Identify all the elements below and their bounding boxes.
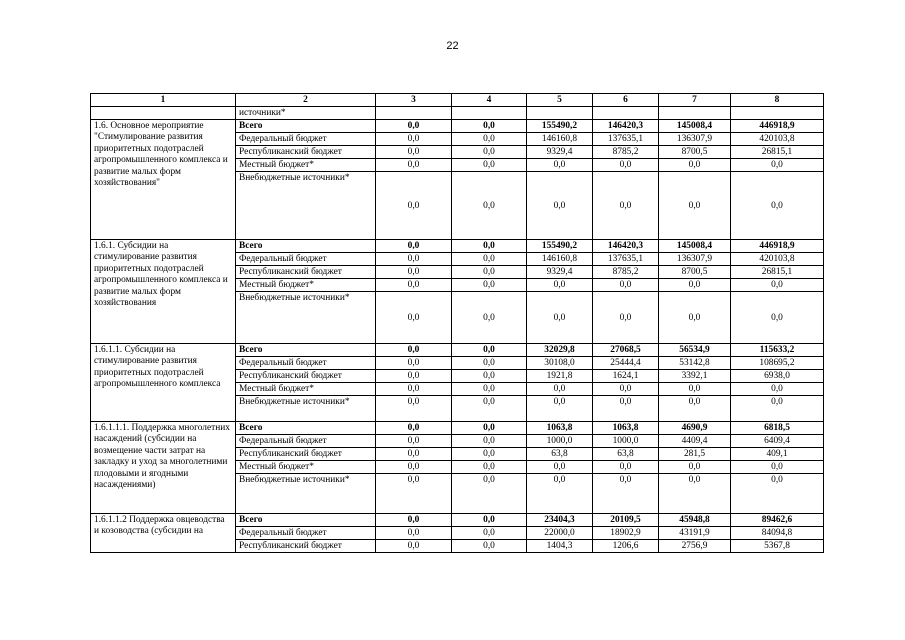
- value-cell: 0,0: [376, 527, 452, 540]
- header-cell: 6: [593, 94, 659, 107]
- value-cell: 0,0: [376, 266, 452, 279]
- source-cell: источники*: [236, 107, 376, 120]
- value-cell: 0,0: [527, 461, 593, 474]
- value-cell: 0,0: [527, 396, 593, 422]
- header-cell: 7: [659, 94, 731, 107]
- funding-source-cell: Местный бюджет*: [236, 159, 376, 172]
- value-cell: 281,5: [659, 448, 731, 461]
- value-cell: 0,0: [452, 146, 527, 159]
- continuation-row: [91, 107, 824, 120]
- value-cell: 0,0: [731, 396, 824, 422]
- value-cell: 45948,8: [659, 514, 731, 527]
- value-cell: 6409,4: [731, 435, 824, 448]
- value-cell: 9329,4: [527, 266, 593, 279]
- value-cell: 0,0: [452, 435, 527, 448]
- funding-source-cell: Федеральный бюджет: [236, 253, 376, 266]
- value-cell: 30108,0: [527, 357, 593, 370]
- value-cell: 155490,2: [527, 240, 593, 253]
- value-cell: 0,0: [527, 474, 593, 514]
- measure-name-cell: 1.6.1.1. Субсидии на стимулирование развития приоритетных подотраслей агропромышленного комплекса: [91, 344, 236, 422]
- value-cell: 145008,4: [659, 120, 731, 133]
- value-cell: 146420,3: [593, 120, 659, 133]
- value-cell: 0,0: [452, 120, 527, 133]
- value-cell: 0,0: [452, 370, 527, 383]
- value-cell: 84094,8: [731, 527, 824, 540]
- value-cell: 0,0: [452, 344, 527, 357]
- header-cell: 3: [376, 94, 452, 107]
- value-cell: 0,0: [452, 514, 527, 527]
- value-cell: 0,0: [452, 474, 527, 514]
- funding-source-cell: Республиканский бюджет: [236, 266, 376, 279]
- funding-source-cell: Всего: [236, 344, 376, 357]
- value-cell: 56534,9: [659, 344, 731, 357]
- value-cell: 0,0: [452, 383, 527, 396]
- value-cell: 0,0: [731, 383, 824, 396]
- value-cell: 26815,1: [731, 266, 824, 279]
- value-cell: 0,0: [593, 396, 659, 422]
- funding-source-cell: Внебюджетные источники*: [236, 292, 376, 344]
- value-cell: 0,0: [452, 159, 527, 172]
- value-cell: 0,0: [376, 383, 452, 396]
- value-cell: 1000,0: [527, 435, 593, 448]
- value-cell: 0,0: [452, 292, 527, 344]
- value-cell: 446918,9: [731, 120, 824, 133]
- value-cell: 0,0: [376, 292, 452, 344]
- value-cell: 0,0: [452, 266, 527, 279]
- value-cell: 1404,3: [527, 540, 593, 553]
- value-cell: 0,0: [376, 344, 452, 357]
- value-cell: 137635,1: [593, 253, 659, 266]
- value-cell: 0,0: [376, 253, 452, 266]
- value-cell: 420103,8: [731, 133, 824, 146]
- value-cell: 0,0: [452, 172, 527, 240]
- value-cell: 53142,8: [659, 357, 731, 370]
- value-cell: 0,0: [376, 120, 452, 133]
- measure-cell: [91, 107, 236, 120]
- value-cell: 420103,8: [731, 253, 824, 266]
- value-cell: 2756,9: [659, 540, 731, 553]
- value-cell: 1063,8: [593, 422, 659, 435]
- value-cell: 0,0: [452, 396, 527, 422]
- funding-source-cell: Федеральный бюджет: [236, 435, 376, 448]
- value-cell: 136307,9: [659, 133, 731, 146]
- value-cell: 155490,2: [527, 120, 593, 133]
- value-cell: 0,0: [376, 172, 452, 240]
- value-cell: 115633,2: [731, 344, 824, 357]
- value-cell: 0,0: [659, 292, 731, 344]
- table-row: [91, 120, 824, 133]
- funding-source-cell: Местный бюджет*: [236, 461, 376, 474]
- value-cell: 0,0: [659, 396, 731, 422]
- value-cell: 0,0: [659, 461, 731, 474]
- value-cell: 446918,9: [731, 240, 824, 253]
- value-cell: 43191,9: [659, 527, 731, 540]
- value-cell: 89462,6: [731, 514, 824, 527]
- value-cell: 0,0: [376, 448, 452, 461]
- value-cell: 0,0: [376, 159, 452, 172]
- funding-source-cell: Внебюджетные источники*: [236, 474, 376, 514]
- value-cell: 0,0: [452, 527, 527, 540]
- value-cell: 0,0: [731, 159, 824, 172]
- table-row: [91, 514, 824, 527]
- funding-source-cell: Местный бюджет*: [236, 279, 376, 292]
- funding-source-cell: Всего: [236, 514, 376, 527]
- value-cell: 0,0: [593, 474, 659, 514]
- value-cell: 4690,9: [659, 422, 731, 435]
- value-cell: 409,1: [731, 448, 824, 461]
- funding-source-cell: Федеральный бюджет: [236, 357, 376, 370]
- value-cell: 26815,1: [731, 146, 824, 159]
- value-cell: 0,0: [527, 292, 593, 344]
- value-cell: 1624,1: [593, 370, 659, 383]
- value-cell: 0,0: [452, 133, 527, 146]
- measure-name-cell: 1.6.1. Субсидии на стимулирование развития приоритетных подотраслей агропромышленного комплекса и развитие малых форм хозяйствования: [91, 240, 236, 344]
- header-cell: 5: [527, 94, 593, 107]
- header-cell: 8: [731, 94, 824, 107]
- value-cell: 9329,4: [527, 146, 593, 159]
- value-cell: 32029,8: [527, 344, 593, 357]
- funding-source-cell: Внебюджетные источники*: [236, 396, 376, 422]
- value-cell: 0,0: [376, 133, 452, 146]
- value-cell: 0,0: [376, 514, 452, 527]
- value-cell: 0,0: [376, 540, 452, 553]
- value-cell: 137635,1: [593, 133, 659, 146]
- value-cell: 8700,5: [659, 266, 731, 279]
- value-cell: 0,0: [452, 240, 527, 253]
- table-row: [91, 422, 824, 435]
- value-cell: 6938,0: [731, 370, 824, 383]
- funding-source-cell: Республиканский бюджет: [236, 448, 376, 461]
- funding-source-cell: Республиканский бюджет: [236, 146, 376, 159]
- value-cell: 63,8: [527, 448, 593, 461]
- value-cell: 0,0: [659, 279, 731, 292]
- value-cell: 145008,4: [659, 240, 731, 253]
- value-cell: 0,0: [376, 146, 452, 159]
- value-cell: 63,8: [593, 448, 659, 461]
- value-cell: 0,0: [593, 461, 659, 474]
- value-cell: 0,0: [452, 279, 527, 292]
- value-cell: 0,0: [731, 292, 824, 344]
- value-cell: 146160,8: [527, 133, 593, 146]
- table-row: [91, 344, 824, 357]
- value-cell: 25444,4: [593, 357, 659, 370]
- value-cell: 0,0: [376, 240, 452, 253]
- value-cell: 23404,3: [527, 514, 593, 527]
- value-cell: 0,0: [659, 172, 731, 240]
- value-cell: 146160,8: [527, 253, 593, 266]
- value-cell: 146420,3: [593, 240, 659, 253]
- funding-source-cell: Республиканский бюджет: [236, 370, 376, 383]
- value-cell: 108695,2: [731, 357, 824, 370]
- funding-source-cell: Всего: [236, 120, 376, 133]
- funding-source-cell: Республиканский бюджет: [236, 540, 376, 553]
- value-cell: 0,0: [593, 159, 659, 172]
- value-cell: 1000,0: [593, 435, 659, 448]
- funding-source-cell: Всего: [236, 422, 376, 435]
- value-cell: 0,0: [593, 172, 659, 240]
- header-cell: 4: [452, 94, 527, 107]
- funding-source-cell: Всего: [236, 240, 376, 253]
- funding-source-cell: Внебюджетные источники*: [236, 172, 376, 240]
- value-cell: 0,0: [452, 461, 527, 474]
- value-cell: 0,0: [376, 422, 452, 435]
- table-header-row: [91, 94, 824, 107]
- value-cell: 0,0: [527, 172, 593, 240]
- value-cell: 0,0: [593, 292, 659, 344]
- value-cell: 0,0: [376, 435, 452, 448]
- value-cell: 0,0: [731, 172, 824, 240]
- value-cell: 0,0: [527, 279, 593, 292]
- measure-name-cell: 1.6.1.1.1. Поддержка многолетних насаждений (субсидии на возмещение части затрат на закладку и уход за многолетними плодовыми и ягодными насаждениями): [91, 422, 236, 514]
- value-cell: 3392,1: [659, 370, 731, 383]
- value-cell: 0,0: [452, 422, 527, 435]
- value-cell: 0,0: [376, 279, 452, 292]
- value-cell: 8785,2: [593, 266, 659, 279]
- value-cell: 0,0: [731, 461, 824, 474]
- measure-name-cell: 1.6. Основное мероприятие "Стимулирование развития приоритетных подотраслей агропромышленного комплекса и развитие малых форм хозяйствования": [91, 120, 236, 240]
- value-cell: 0,0: [376, 396, 452, 422]
- value-cell: 0,0: [659, 474, 731, 514]
- page-number: 22: [446, 40, 459, 52]
- value-cell: 5367,8: [731, 540, 824, 553]
- value-cell: 22000,0: [527, 527, 593, 540]
- value-cell: 0,0: [376, 370, 452, 383]
- value-cell: 1206,6: [593, 540, 659, 553]
- header-cell: 2: [236, 94, 376, 107]
- value-cell: 27068,5: [593, 344, 659, 357]
- value-cell: 6818,5: [731, 422, 824, 435]
- value-cell: 0,0: [452, 448, 527, 461]
- value-cell: 4409,4: [659, 435, 731, 448]
- value-cell: 0,0: [593, 279, 659, 292]
- value-cell: 0,0: [376, 461, 452, 474]
- value-cell: 20109,5: [593, 514, 659, 527]
- value-cell: 0,0: [731, 279, 824, 292]
- value-cell: 0,0: [731, 474, 824, 514]
- budget-table: [90, 93, 824, 553]
- funding-source-cell: Местный бюджет*: [236, 383, 376, 396]
- value-cell: 1063,8: [527, 422, 593, 435]
- value-cell: 1921,8: [527, 370, 593, 383]
- value-cell: 136307,9: [659, 253, 731, 266]
- value-cell: 0,0: [527, 159, 593, 172]
- value-cell: 0,0: [452, 357, 527, 370]
- value-cell: 0,0: [527, 383, 593, 396]
- funding-source-cell: Федеральный бюджет: [236, 527, 376, 540]
- value-cell: 0,0: [659, 383, 731, 396]
- value-cell: 0,0: [452, 253, 527, 266]
- value-cell: 0,0: [376, 474, 452, 514]
- funding-source-cell: Федеральный бюджет: [236, 133, 376, 146]
- value-cell: 8700,5: [659, 146, 731, 159]
- table-row: [91, 240, 824, 253]
- measure-name-cell: 1.6.1.1.2 Поддержка овцеводства и козоводства (субсидии на: [91, 514, 236, 553]
- value-cell: 0,0: [659, 159, 731, 172]
- value-cell: 0,0: [593, 383, 659, 396]
- value-cell: 8785,2: [593, 146, 659, 159]
- header-cell: 1: [91, 94, 236, 107]
- value-cell: 18902,9: [593, 527, 659, 540]
- value-cell: 0,0: [452, 540, 527, 553]
- value-cell: 0,0: [376, 357, 452, 370]
